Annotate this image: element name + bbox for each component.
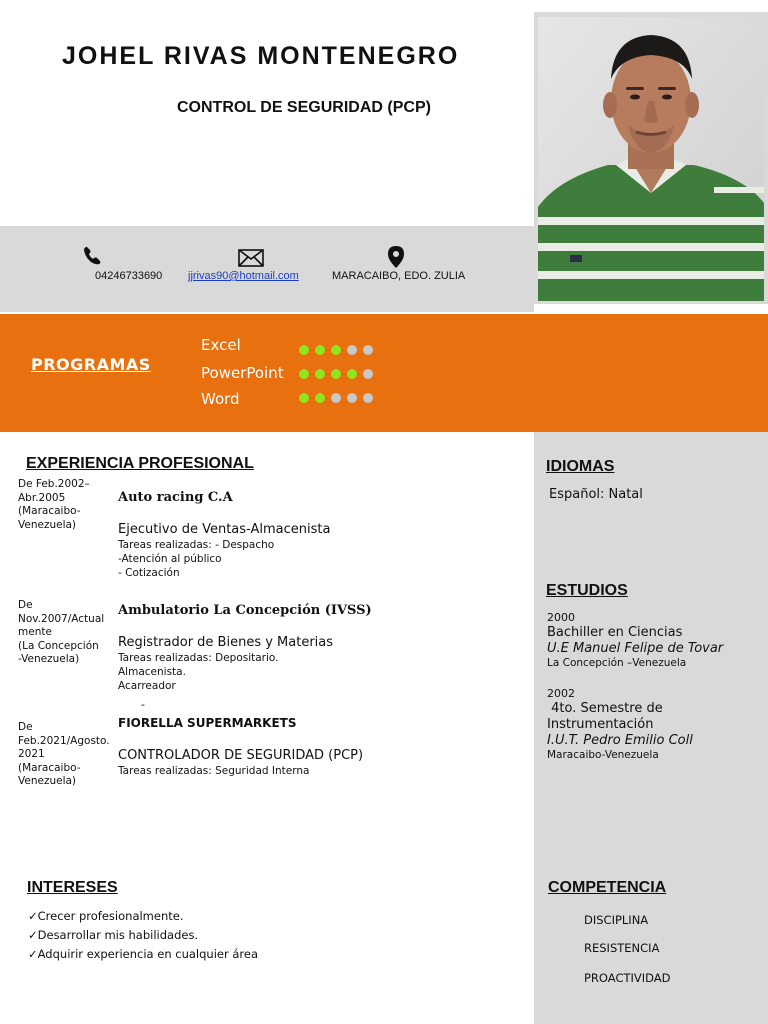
study-school: I.U.T. Pedro Emilio Coll: [547, 733, 693, 748]
phone-icon: [82, 246, 102, 266]
location-text: MARACAIBO, EDO. ZULIA: [332, 270, 466, 282]
job-dates: De Nov.2007/Actual mente (La Concepción -Venezuela): [18, 599, 105, 665]
rating-dot-filled: [299, 369, 309, 379]
job-dates: De Feb.2021/Agosto. 2021 (Maracaibo- Venezuela): [18, 721, 110, 787]
languages-title: IDIOMAS: [546, 458, 615, 475]
competencies-title: COMPETENCIA: [548, 879, 667, 896]
job-tasks: Tareas realizadas: Depositario. Almacenista. Acarreador: [118, 652, 279, 692]
rating-dot-filled: [315, 369, 325, 379]
job-role: Ejecutivo de Ventas-Almacenista: [118, 522, 331, 537]
contact-bar: [0, 226, 534, 312]
job-dates: De Feb.2002– Abr.2005 (Maracaibo- Venezuela): [18, 478, 90, 531]
study-degree: 4to. Semestre de: [547, 701, 663, 716]
job-role: Registrador de Bienes y Materias: [118, 635, 334, 650]
rating-dot-filled: [331, 345, 341, 355]
skill-rating-word: [299, 393, 373, 403]
rating-dot-empty: [331, 393, 341, 403]
phone-number: 04246733690: [95, 270, 163, 282]
job-tasks: Tareas realizadas: Seguridad Interna: [118, 765, 310, 777]
study-year: 2002: [547, 687, 575, 700]
job-company: FIORELLA SUPERMARKETS: [118, 716, 297, 730]
study-degree-cont: Instrumentación: [547, 717, 654, 732]
email-link[interactable]: jjrivas90@hotmail.com: [188, 270, 299, 282]
candidate-name: JOHEL RIVAS MONTENEGRO: [62, 42, 460, 70]
competency-item: PROACTIVIDAD: [584, 971, 671, 985]
study-school: U.E Manuel Felipe de Tovar: [547, 641, 724, 656]
skill-name-word: Word: [201, 390, 240, 408]
rating-dot-empty: [363, 345, 373, 355]
rating-dot-filled: [331, 369, 341, 379]
rating-dot-filled: [347, 369, 357, 379]
rating-dot-filled: [299, 345, 309, 355]
study-place: La Concepción –Venezuela: [547, 657, 687, 669]
studies-title: ESTUDIOS: [546, 582, 628, 599]
interest-item: ✓Crecer profesionalmente.: [28, 909, 184, 923]
mail-icon: [238, 249, 264, 267]
interests-title: INTERESES: [27, 879, 118, 896]
interest-item: ✓Adquirir experiencia en cualquier área: [28, 947, 259, 961]
job-tasks: Tareas realizadas: - Despacho -Atención al público - Cotización: [118, 539, 275, 579]
rating-dot-empty: [347, 393, 357, 403]
language-item: Español: Natal: [549, 487, 643, 502]
rating-dot-empty: [363, 393, 373, 403]
programs-title: PROGRAMAS: [31, 355, 151, 374]
job-company: Ambulatorio La Concepción (IVSS): [118, 603, 372, 618]
interest-item: ✓Desarrollar mis habilidades.: [28, 928, 199, 942]
rating-dot-filled: [299, 393, 309, 403]
separator-dash: -: [141, 698, 145, 711]
skill-rating-powerpoint: [299, 369, 373, 379]
job-company: Auto racing C.A: [118, 490, 233, 505]
competency-item: RESISTENCIA: [584, 941, 660, 955]
study-degree: Bachiller en Ciencias: [547, 625, 683, 640]
rating-dot-filled: [315, 393, 325, 403]
study-year: 2000: [547, 611, 575, 624]
profile-photo: [538, 17, 764, 301]
study-place: Maracaibo-Venezuela: [547, 749, 659, 761]
job-role: CONTROLADOR DE SEGURIDAD (PCP): [118, 748, 364, 763]
job-title: CONTROL DE SEGURIDAD (PCP): [177, 99, 431, 116]
skill-rating-excel: [299, 345, 373, 355]
rating-dot-empty: [363, 369, 373, 379]
location-pin-icon: [387, 245, 405, 269]
experience-title: EXPERIENCIA PROFESIONAL: [26, 455, 254, 472]
competency-item: DISCIPLINA: [584, 913, 649, 927]
rating-dot-filled: [315, 345, 325, 355]
skill-name-powerpoint: PowerPoint: [201, 364, 284, 382]
rating-dot-empty: [347, 345, 357, 355]
skill-name-excel: Excel: [201, 336, 241, 354]
